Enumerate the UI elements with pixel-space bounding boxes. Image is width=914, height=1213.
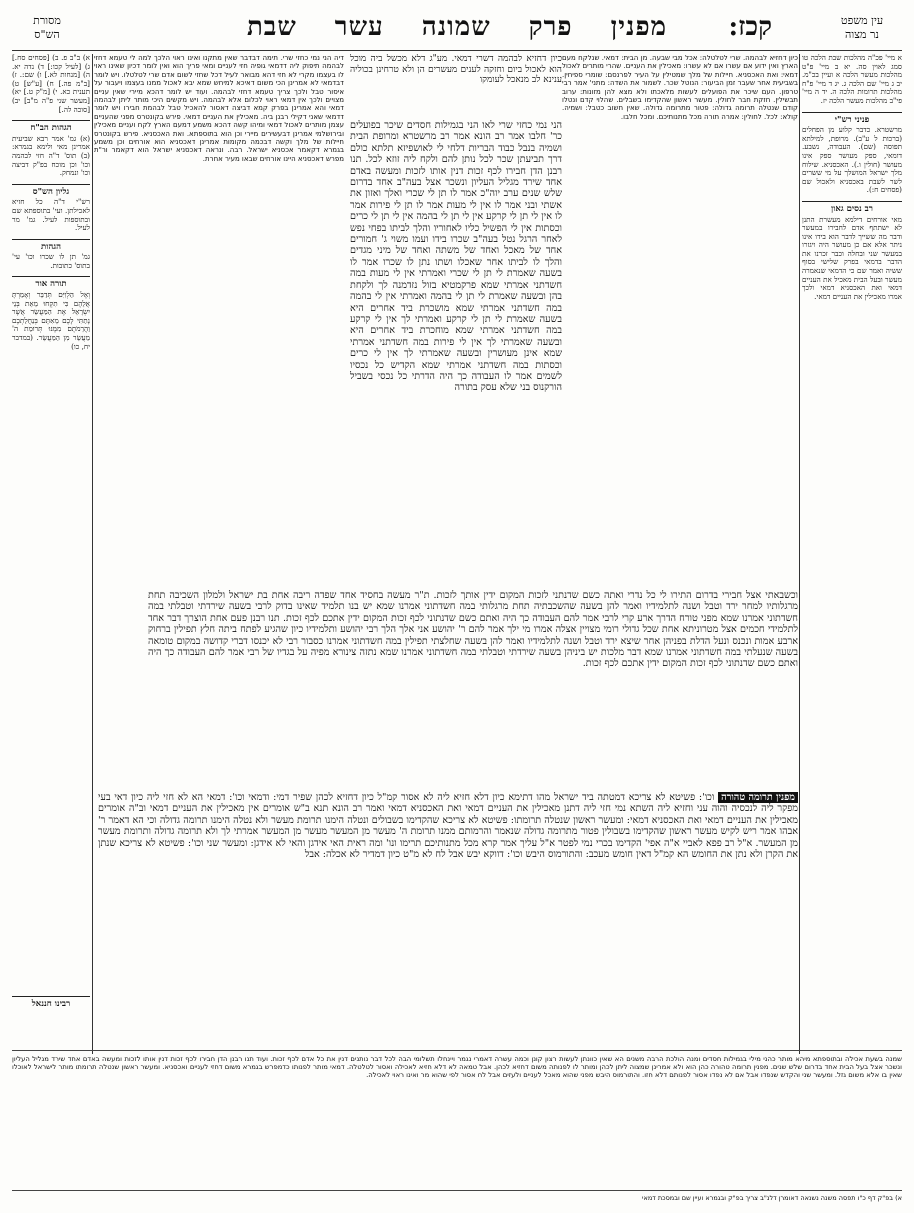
gemara-main-text: הני נמי כחזי שרי לאו הני בגמילות חסדים שיכר בפועלים כר' חלבו אמר רב הונא אמר רב מרשטרא ומרופת הבית ושמיה בנבל כבוד הבריות דלחי לי לאושפיזא תלתא כולם דרך תביעתן שכר לכל נותן להם ולקח ליה זוזא לכל. תנו רבנן הדן חבירו לכף זכות דנין אותו לזכות ומעשה באדם אחד שירד מגליל העליון ונשכר אצל בעה"ב אחד בדרום שלש שנים ערב יוה"כ אמר לו תן לי שכרי ואלך ואזון את אשתי ובני אמר לו אין לי מעות אמר לו תן לי פירות אמר לו אין לי תן לי קרקע אין לי תן לי בהמה אין לי תן לי כרים וכסתות אין לי הפשיל כליו לאחוריו והלך לביתו בפחי נפש לאחר הרגל נטל בעה"ב שכרו בידו ועמו משוי ג' חמורים אחד של מאכל ואחד של משתה ואחד של מיני מגדים והלך לו לביתו אחר שאכלו ושתו נתן לו שכרו אמר לו בשעה שאמרת לי תן לי שכרי ואמרתי אין לי מעות במה חשדתני אמרתי שמא פרקמטיא בזול נזדמנה לך ולקחת בהן ובשעה שאמרת לי תן לי בהמה ואמרתי אין לי בהמה במה חשדתני אמרתי שמא מושכרת ביד אחרים היא בשעה שאמרת לי תן לי קרקע ואמרתי לך אין לי קרקע במה חשדתני אמרתי שמא מוחכרת ביד אחרים היא ובשעה שאמרתי לך אין לי פירות במה חשדתני אמרתי שמא אינן מעושרין ובשעה שאמרתי לך אין לי כרים וכסתות במה חשדתני אמרתי שמא הקדיש כל נכסיו לשמים אמר לו העבודה כך היה הדרתי כל נכסי בשביל הורקנוס בני שלא עסק בתורה: [350, 120, 562, 394]
gemara-mishnah-block: [98, 792, 798, 1047]
running-title: [162, 12, 752, 42]
bottom-commentary: [12, 1050, 902, 1200]
right-margin-divider: [799, 54, 800, 1054]
talmud-page: [12, 10, 902, 1205]
left-margin-divider: [92, 54, 93, 1054]
masoret-hashas-title: מסורת הש"ס: [33, 14, 61, 41]
page-footnote: א) בפ"ק דף כ"ו תפסה משנה נשנאה דאומרן דלנ"ב צריך בפ"ק ובגמרא ועיין שם ובמסכת דמאי: [12, 1190, 902, 1204]
ein-mishpat-entries: א מיי' פכ"ה מהלכות שבת הלכה טו סמג לאוין סה. יא ב מיי' פ"ט מהלכות מעשר הלכה א ועיין בכ"מ. יב ג מיי' שם הלכה ג. יג ד מיי' פ"ח מהלכות תרומות הלכה ה. יד ה מיי' פי"ב מהלכות מעשר הלכה יז.: [802, 54, 902, 105]
mefanin-commentary-text: מפנין תרומה טהורה כהן הוא ולא אמרינן שמצוה ליתן לכהן ומותר לו לפנותה משום דחזיא לכהן. אבל טמאה לא דלא חזיא לאכילה ואסור לטלטלה. דמאי מותר לפנותו כדמפרש בגמרא משום דחזי לעניים ואכסניא. ומעשר ראשון שנטלה תרומתו מותר לישראל לאוכלו שאין בו אלא משום גזל. ומעשר שני והקדש שנפדו אבל אם לא נפדו אסור לפנותם דלא חזו. והתורמוס היבש מפני שהוא מאכל לעניים ולעזים אבל לח אסור לפי שהוא מר ואינו ראוי לאכילה.: [12, 1063, 902, 1079]
left-margin-column: [12, 54, 90, 784]
gemara-wide-text: וכשבאתי אצל חבירי בדרום התירו לי כל נדרי ואתה כשם שדנתני לזכות המקום ידין אותך לזכות. ת"ר מעשה בחסיד אחד שפדה ריבה אחת בת ישראל ולמלון השכיבה תחת מרגלותיו למחר ירד וטבל ושנה לתלמידיו ואמר להן בשעה שהשכבתיה תחת מרגלותי במה חשדתוני אמרנו שמא יש בנו תלמיד שאינו בדוק לרבי בשעה שירדתי וטבלתי במה חשדתוני אמרנו שמא מפני טורח הדרך ארע קרי לרבי אמר להם העבודה כך היה ואתם כשם שדנתוני לכף זכות המקום ידין אתכם לכף זכות. תנו רבנן פעם אחת הוצרך דבר אחד לתלמידי חכמים אצל מטרוניתא אחת שכל גדולי רומי מצויין אצלה אמרו מי ילך אמר להם ר' יהושע אני אלך הלך רבי יהושע ותלמידיו כיון שהגיע לפתח ביתה חלץ תפילין ברחוק ארבע אמות ונכנס ונעל הדלת בפניהן אחר שיצא ירד וטבל ושנה לתלמידיו ואמר להן בשעה שחלצתי תפילין במה חשדתוני אמרנו כסבור רבי לא יכנסו דברי קדושה במקום טומאה בשעה שנעלתי במה חשדתוני אמרנו שמא דבר מלכות יש ביניהן בשעה שירדתי וטבלתי במה חשדתוני אמרנו שמא נתזה צינורא מפיה על בגדיו של רבי אמר להם העבודה כך היה ואתם כשם שדנתוני לכף זכות המקום ידין אתכם לכף זכות.: [148, 590, 798, 670]
rabbeinu-chananel-heading: רבינו חננאל: [12, 996, 90, 1009]
gilyon-hashas-heading: גליון הש"ס: [12, 184, 90, 197]
page-number: קכז:: [728, 12, 772, 42]
pninei-rashi-heading: פניני רש"י: [802, 112, 902, 125]
rabbeinu-chananel-text: שמנה בשעת אכילה ובתוספתא מיהא מותר כהני מילי בגמילות חסדים ומנה הולכת הרבה משנים הא שאין כוונתן לעשות רצון קונן וכמה עשרה דאמרי נגמר ויינחלו תשלומי הבה לכל דבר נותנים דנין את כל אדם לכף זכות. ועוד תנו רבנן הדן חבירו לכף זכות דנין אותו לזכות ומעשה באדם אחד שירד מגליל העליון ונשכר אצל בעל הבית אחד בדרום שלש שנים.: [12, 1055, 902, 1071]
torah-or-text: וְאֶל הַלְוִיִּם תְּדַבֵּר וְאָמַרְתָּ אֲלֵהֶם כִּי תִקְחוּ מֵאֵת בְּנֵי יִשְׂרָאֵל אֶת הַמַּעֲשֵׂר אֲשֶׁר נָתַתִּי לָכֶם מֵאִתָּם בְּנַחֲלַתְכֶם וַהֲרֵמֹתֶם מִמֶּנּוּ תְּרוּמַת ה' מַעֲשֵׂר מִן הַמַּעֲשֵׂר. (במדבר יח, כו): [12, 290, 90, 351]
gilyon-hashas-text: רש"י ד"ה כל חזיא לאכילתן. ועי' בתוספתא שם ובתוספות לעיל. גמ' מר לעיל.: [12, 197, 90, 233]
hagahot-text: גמ' תן לו שכרו וכו' עי' בתוס' כתובות.: [12, 252, 90, 270]
right-margin-column: [802, 54, 902, 1084]
header-rule: [12, 50, 902, 51]
rabbeinu-chananel-label-box: [12, 990, 90, 1010]
tractate-name: שבת: [246, 12, 297, 42]
rav-nissim-gaon-heading: רב נסים גאון: [802, 201, 902, 214]
chapter-number: פרק שמונה עשר: [334, 12, 573, 42]
hagahot-heading: הגהות: [12, 239, 90, 252]
masoret-hashas-text: א) ב"ב פ. ב) [פסחים סח.] ג) [לעיל קכו:] ד) נדה יא. ה) [מנחות לא.] ו) שם:. ז) [ב"מ פה.] ח) [ע"ש] ט) תענית כא. י) [מ"ק ט.] יא) [מעשר שני פ"ה מ"ב] יב) [סוכה לה.]: [12, 54, 90, 114]
tosafot-commentary: דיה הני נמי כחזי שרי. תימה דבדבר שאין מתקנו ואינו ראוי הלכך למה לי טעמא דחזי לבהמה תיפוק ליה דדמאי גופיה חזי לעניים ומאי פריך הוא ואין לומר דכיון שאינו ראוי לו בעצמו מקרי לא חזי דהא מבואר לעיל דכל שחזי לשום אדם שרי לטלטלו. ויש לומר דבדמאי לא אמרינן הכי משום דאיכא למיחש שמא יבא לאכול ממנו בעצמו ויעבור על איסור טבל ולכך צריך טעמא דחזי לבהמה. ועוד יש לומר דהכא מיירי שאין עניים מצויים ולכך אין דמאי ראוי לכלום אלא לבהמה. ויש מקשים היכי מותר ליתן לבהמה דמאי והא אמרינן בפרק קמא דביצה דאסור להאכיל טבל לבהמת חבירו ויש לומר דדמאי שאני דקילי רבנן ביה. מאכילין את העניים דמאי. פירש בקונטרס מפני שהעניים עצמן מותרים לאכול דמאי ומיהו קשה דהכא משמע דמעם הארץ לקח ועניים מאכילין ובירושלמי אמרינן דבעשירים מיירי וכן הוא בתוספתא. ואת האכסניא. פירש בקונטרס חיילות של מלך וקשה דבכמה מקומות אמרינן דאכסניא הוא אורחים וכן משמע בגמרא דקאמר אכסניא ישראל. רבה. ונראה דאכסניא ישראל הוא דקאמר ור"ת מפרש דאכסניא היינו אורחים שבאו מעיר אחרת.: [94, 54, 344, 163]
torah-or-heading: תורה אור: [12, 276, 90, 289]
chapter-name: מפנין: [610, 12, 668, 42]
mefanin-mishnah-label: מפנין תרומה טהורה: [718, 792, 798, 803]
hagahot-habach-heading: הגהות הב"ח: [12, 120, 90, 133]
rav-nissim-gaon-text: מאי אורחים דילמא מעשרת התנן לא ישתתף אדם לחבירו במעשר ודבר מה ששייך לדבר הוא בידו אינו ניתר אלא אם כן מעושר היה ויגזרו במעשר שני ובחלה וכבר זכרנו את הדבר בדמאי בפרק שלישי בסוף ששיה ואמר שם כי הדמאי שנאמרה מעשר ובעל הבית מאכיל את העניים דמאי ואת האכסניא דמאי ולכך אמרו מאכילין את העניים דמאי.: [802, 214, 902, 301]
rashi-commentary: כיון דחזיא לבהמה. שרי לטלטלה: אכל מבי שבעה. מן הבית: דמאי. שנלקח מעם הארץ ואין ידוע אם עשרו אם לא עשרו: מאכילין את העניים. שהרי מותרים לאכול דמאי: ואת האכסניא. חיילות של מלך שמטילין על העיר לפרנסם: שומרי ספיחין. בשביעית אחר שעבר זמן הביעור: הנוטל שכר. לשמור את השדה: מתני' אמר רבי טרפון. העם שיכר את הפועלים לעשות מלאכתו ולא מצא להן מזונות: ערוב תבשילין. חזקת חבר לחולין. מעשר ראשון שהקדימו בשבלים. שהלוי קדם ונטלו קודם שנטלה תרומה גדולה: פטור מתרומה גדולה. שאין חשוב כטבל: ושמיה. קולא: לכל. לחולין: אמרה תורה מכל מתנותיכם. ומכל חלבו.: [562, 54, 798, 121]
gemara-opening-line: כיון דחזיא לבהמה דשרי דמאי. מע"ג דלא מכשל ביה מוכל הוא לאכול ביום וחזקה לענים מעשרים הן ולא טרחינן בכוליה ענינא לב מנאכל לעומקו: [350, 54, 562, 86]
ein-mishpat-title: עין משפט נר מצוה: [840, 14, 884, 41]
pninei-rashi-text: מרשטרא. כדבר קלוע מן הפחלים (ברכות ל ע"ב). מרופת, למילתא תפוסה (שם). העבודה, נשבע. דומאי, ספק מעושר ספק אינו מעושר (חולין ו.). האכסניא. שילוח מלך ישראל המושלך על מי ששרים לשר לשבת באכסניא ולאכול שם (פסחים ח:).: [802, 125, 902, 195]
gemara-mishnah-text: וכו': פשיטא לא צריכא דמטתה ביד ישראל מהו דתימא כיון דלא חזיא ליה לא אסור קמ"ל כיון דחזיא לכהן שפיר דמי: ודמאי וכו': דמאי הא לא חזי ליה כיון דאי בעי מפקר ליה לנכסיה והוה עני וחזיא ליה השתא נמי חזי ליה דתנן מאכילין את העניים דמאי ואת האכסניא דמאי ואמר רב הונא תנא ב"ש אומרים אין מאכילין את העניים דמאי וב"ה אומרים מאכילין את העניים דמאי ואת האכסניא דמאי: ומעשר ראשון שנטלה תרומתו: פשיטא לא צריכא שהקדימו בשבולים ונטלה הימנו תרומת מעשר ולא נטלה הימנו תרומה גדולה וכי הא דאמר ר' אבהו אמר ריש לקיש מעשר ראשון שהקדימו בשבולין פטור מתרומה גדולה שנאמר והרמותם ממנו תרומת ה' מעשר מן המעשר מעשר מן המעשר אמרתי לך ולא תרומה גדולה ותרומת מעשר מן המעשר. א"ל רב פפא לאביי א"ה אפי' הקדימו בכרי נמי לפטר א"ל עליך אמר קרא מכל מתנותיכם תרימו ונו' ומה ראית האי אידגן והאי לא אידגן: ומעשר שני וכו': פשיטא לא צריכא שנתן את הקרן ולא נתן את החומש הא קמ"ל דאין חומש מעכב: והתורמוס היבש וכו': דווקא יבש אבל לח לא מ"ט כיון דמדיר לא אכלה: אבל: [98, 792, 798, 861]
hagahot-habach-text: (א) גמ' אמר רבא שביעית אמרינן מאי ולימא בגמרא: (ב) תוס' ד"ה חזי לבהמה וכו' וכן מוכח בפ"ק דביצה וכו' ונמחק.: [12, 133, 90, 178]
